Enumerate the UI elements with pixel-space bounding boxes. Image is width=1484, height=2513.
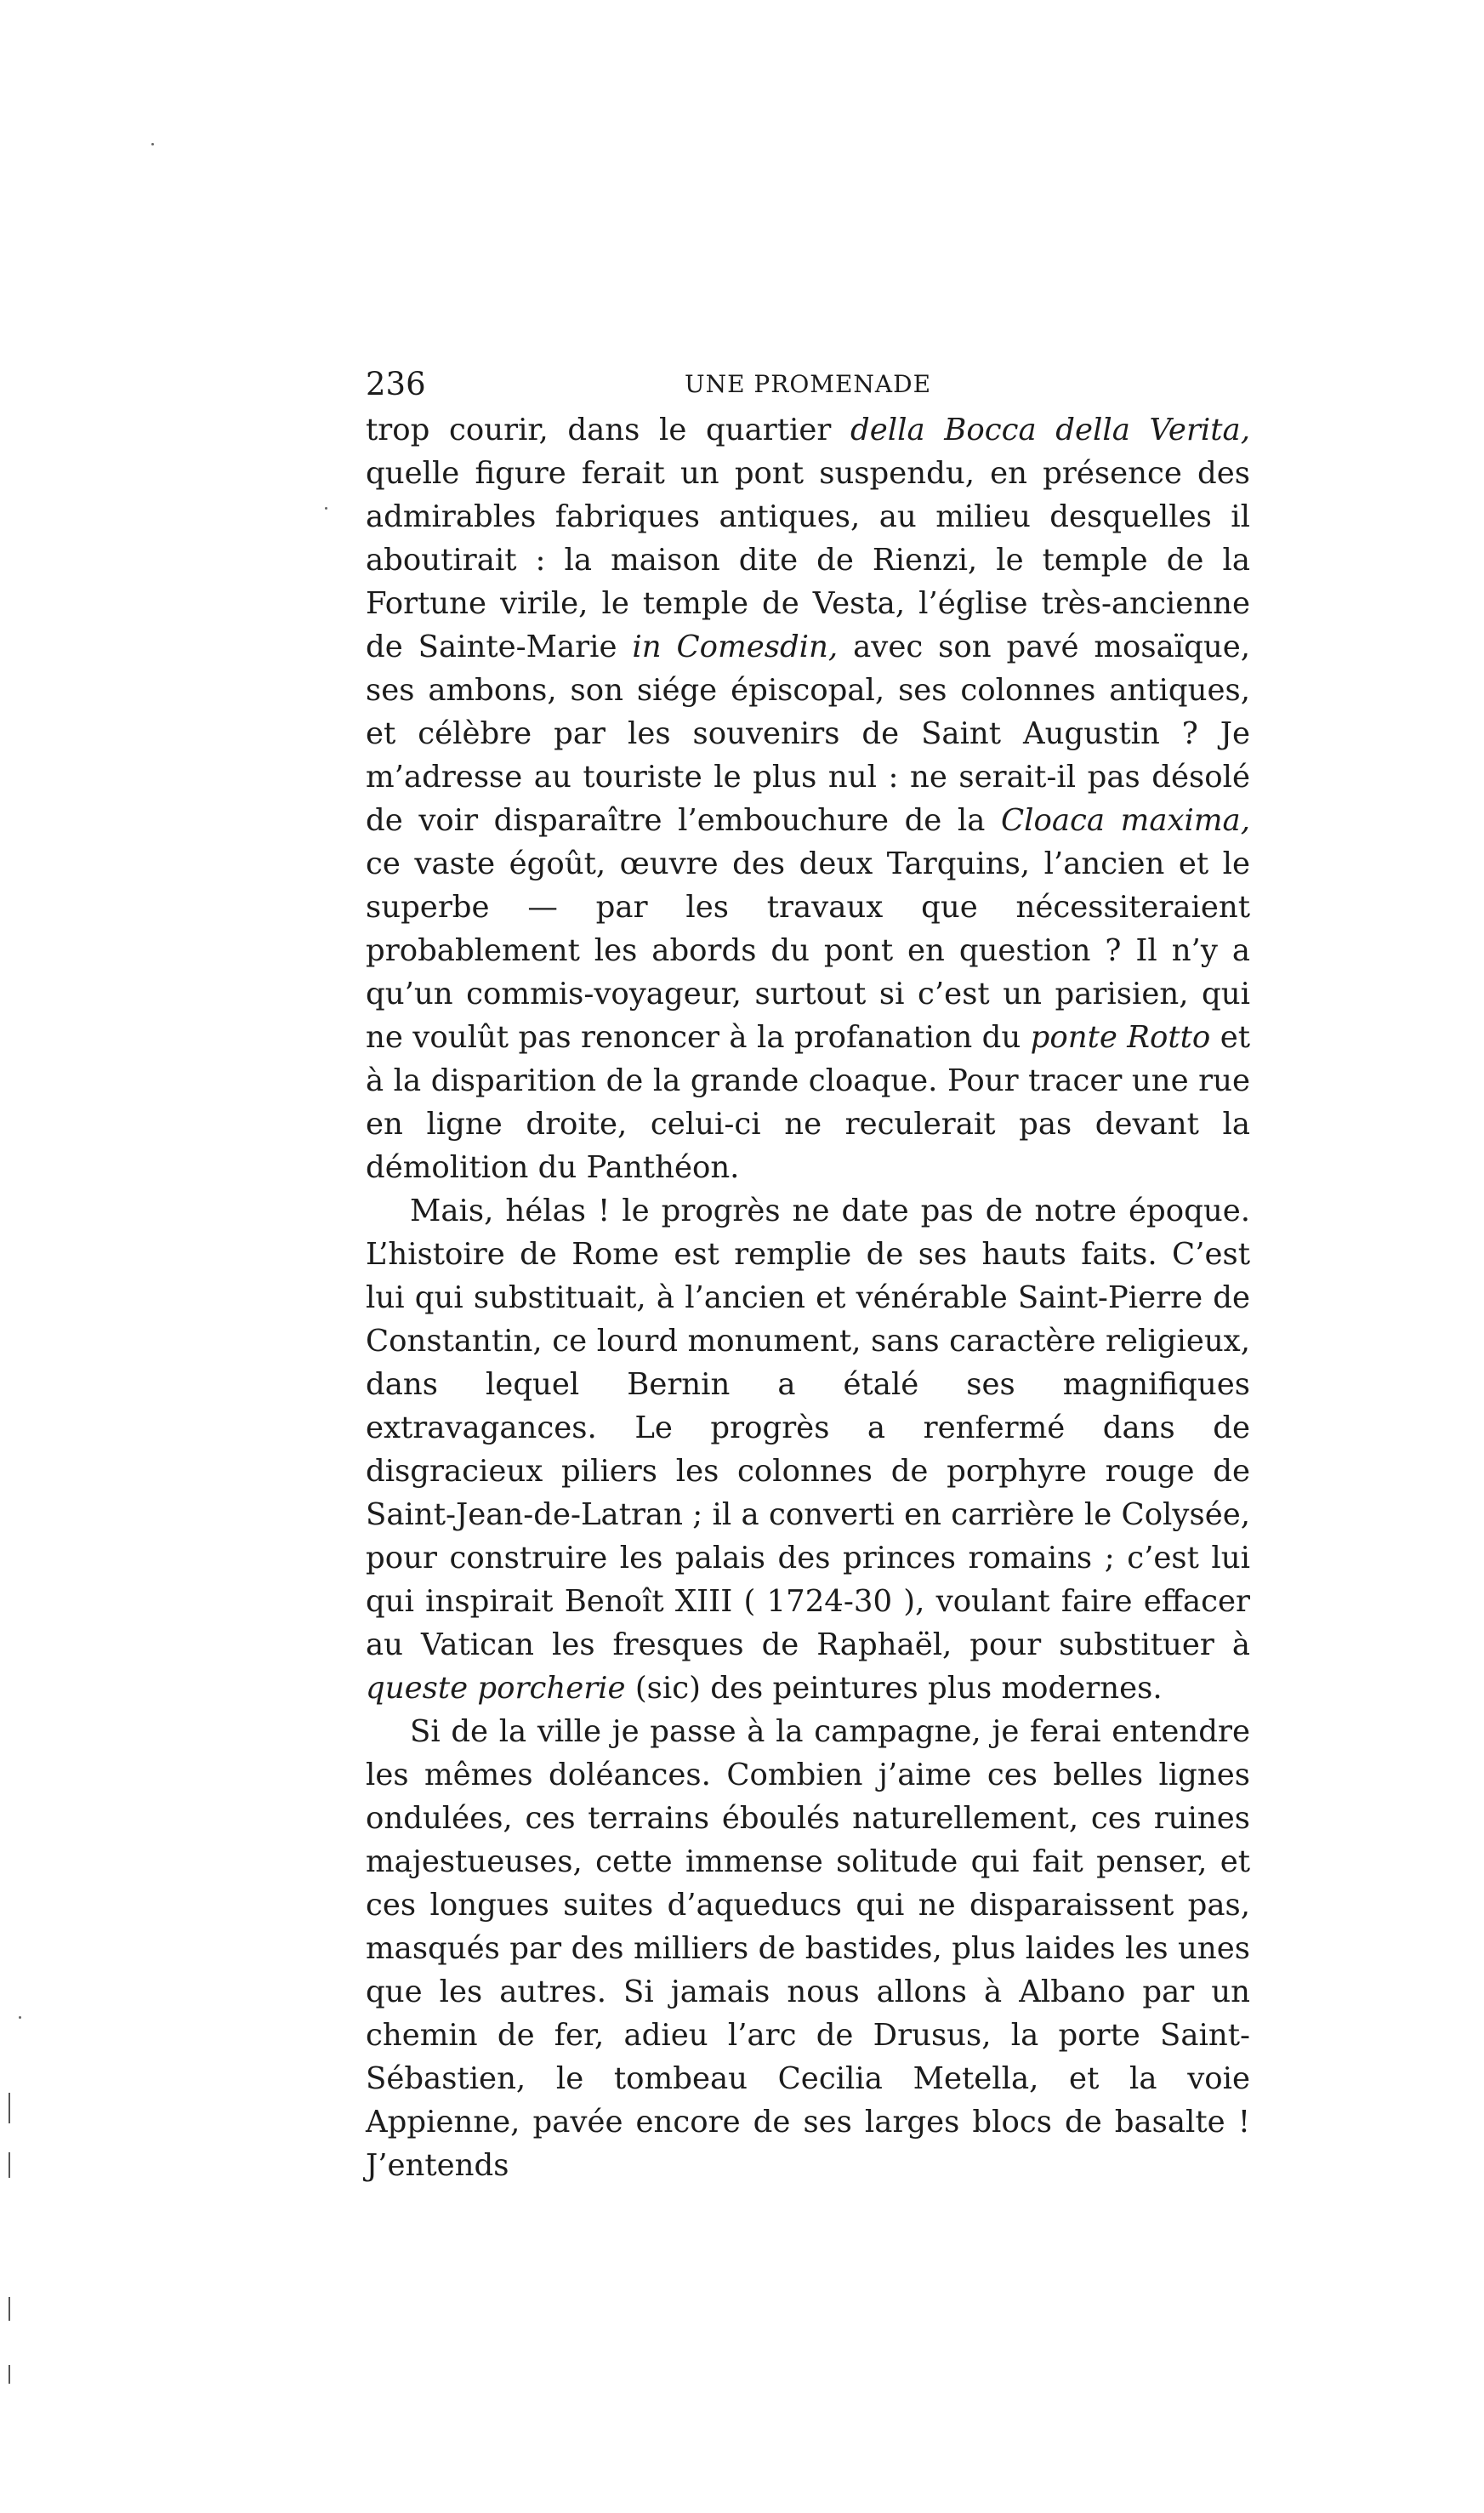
book-page (366, 364, 1250, 2187)
italic-text: della Bocca della Verita, (850, 413, 1250, 447)
scan-speck (325, 507, 327, 510)
paragraph (366, 1189, 1250, 1710)
italic-text: ponte Rotto (1030, 1020, 1211, 1055)
italic-text: in Comesdin, (632, 630, 839, 664)
scan-speck (19, 2016, 21, 2019)
running-title: UNE PROMENADE (684, 370, 932, 398)
page-number: 236 (366, 366, 426, 402)
text-run: avec son pavé mosaïque, ses ambons, son siége épiscopal, ses colonnes antiques, et célèbre par les souvenirs de Saint Augustin ? Je m’adresse au touriste le plus nul : ne serait-il pas désolé de voir disparaître l’embouchure de la (366, 630, 1251, 838)
scan-edge-mark (9, 2093, 10, 2123)
scan-edge-mark (9, 2365, 10, 2384)
italic-text: queste porcherie (366, 1671, 626, 1706)
running-head (366, 364, 1250, 405)
italic-text: Cloaca maxima, (1001, 803, 1250, 838)
scan-edge-mark (9, 2297, 10, 2321)
text-run: Mais, hélas ! le progrès ne date pas de notre époque. L’histoire de Rome est remplie de ses hauts faits. C’est lui qui substituait, à l’ancien et vénérable Saint-Pierre de Constantin, ce lourd monument, sans caractère religieux, dans lequel Bernin a étalé ses magnifiques extravagances. Le progrès a renfermé dans de disgracieux piliers les colonnes de porphyre rouge de Saint-Jean-de-Latran ; il a converti en carrière le Colysée, pour construire les palais des princes romains ; c’est lui qui inspirait Benoît XIII ( 1724-30 ), voulant faire effacer au Vatican les fresques de Raphaël, pour substituer à (366, 1194, 1250, 1662)
text-run: Si de la ville je passe à la campagne, je ferai entendre les mêmes doléances. Combien j’aime ces belles lignes ondulées, ces terrains éboulés naturellement, ces ruines majestueuses, cette immense solitude qui fait penser, et ces longues suites d’aqueducs qui ne disparaissent pas, masqués par des milliers de bastides, plus laides les unes que les autres. Si jamais nous allons à Albano par un chemin de fer, adieu l’arc de Drusus, la porte Saint-Sébastien, le tombeau Cecilia Metella, et la voie Appienne, pavée encore de ses larges blocs de basalte ! J’entends (366, 1714, 1250, 2183)
body-text (366, 408, 1250, 2187)
text-run: trop courir, dans le quartier (366, 413, 851, 447)
text-run: ce vaste égoût, œuvre des deux Tarquins, l’ancien et le superbe — par les travaux que nécessiteraient probablement les abords du pont en question ? Il n’y a qu’un commis-voyageur, surtout si c’est un parisien, qui ne voulût pas renoncer à la profanation du (366, 846, 1250, 1055)
text-run: (sic) des peintures plus modernes. (625, 1671, 1163, 1706)
scan-speck (151, 143, 154, 145)
text-run: quelle figure ferait un pont suspendu, en présence des admirables fabriques antiques, au milieu desquelles il aboutirait : la maison dite de Rienzi, le temple de la Fortune virile, le temple de Vesta, l’église très-ancienne de Sainte-Marie (366, 456, 1250, 664)
paragraph (366, 1710, 1250, 2187)
text-run: et à la disparition de la grande cloaque. Pour tracer une rue en ligne droite, celui-ci ne reculerait pas devant la démolition du Panthéon. (366, 1020, 1250, 1185)
paragraph (366, 408, 1250, 1189)
scan-edge-mark (9, 2152, 10, 2178)
